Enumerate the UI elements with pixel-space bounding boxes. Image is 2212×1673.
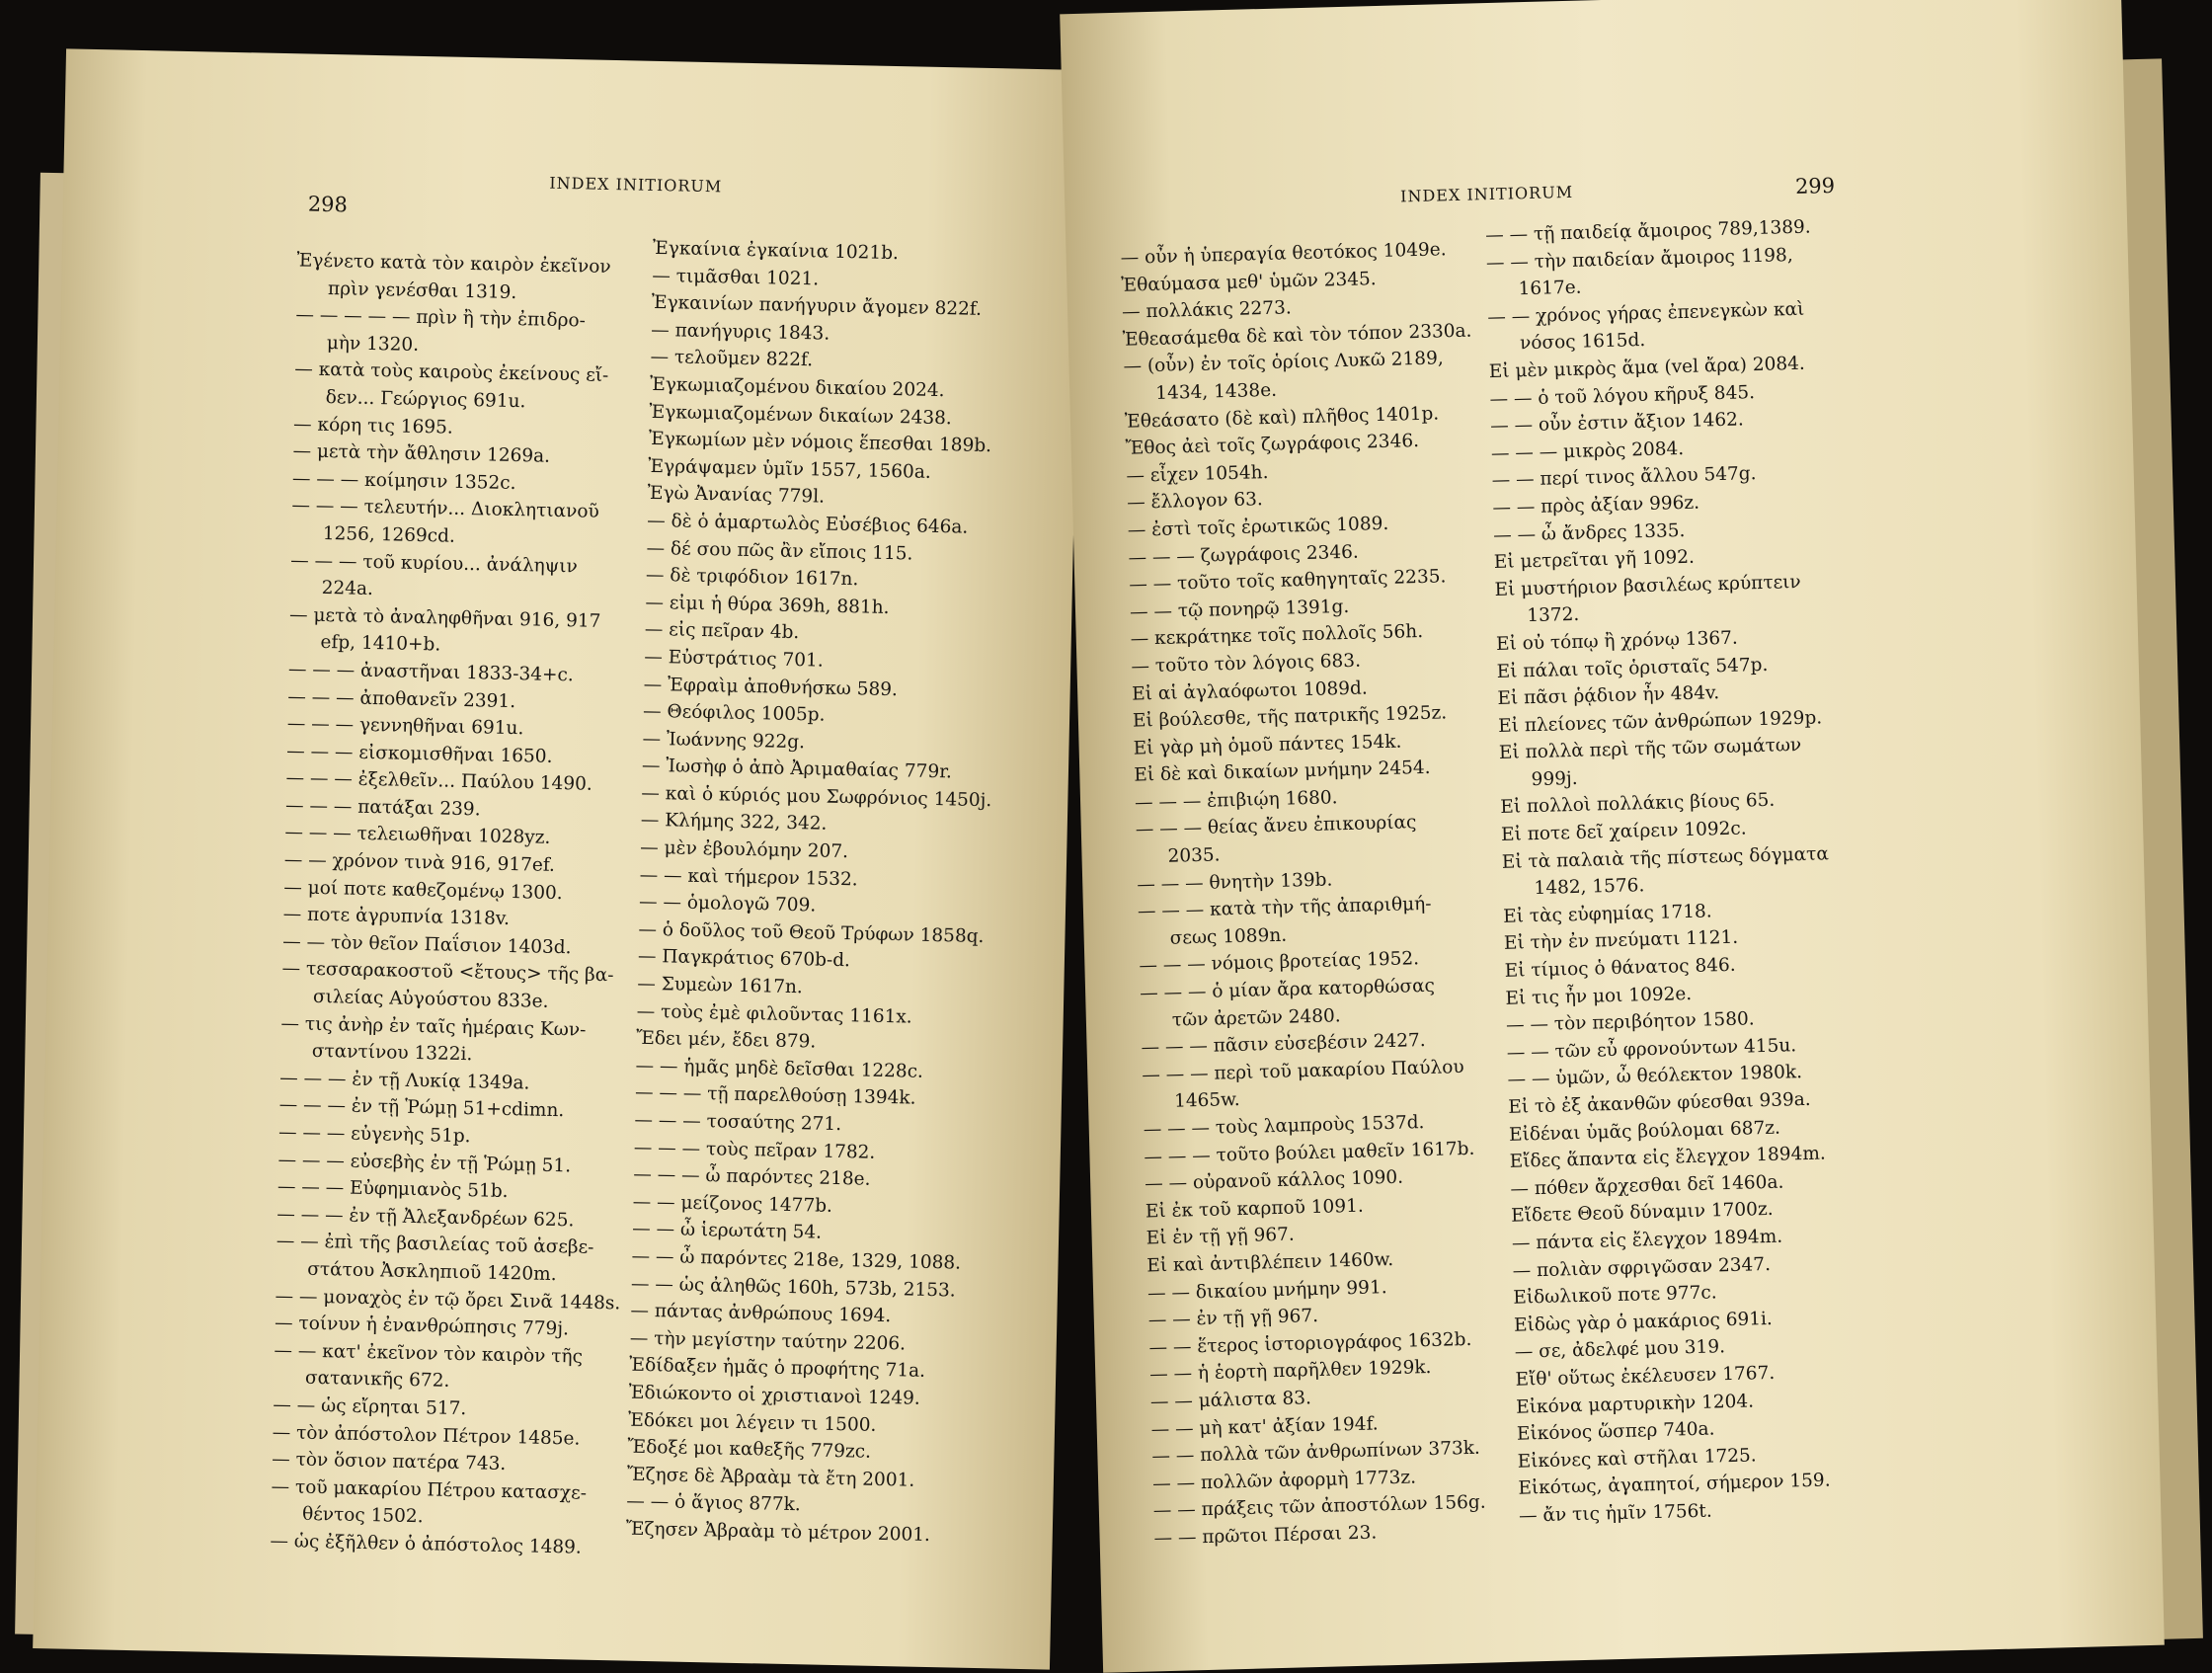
index-entry-line: — — — κοίμησιν 1352c. [291,468,516,494]
index-entry-line: — Θεόφιλος 1005p. [642,700,826,726]
index-entry-line: Εἰ μὲν μικρὸς ἅμα (vel ἄρα) 2084. [1488,353,1806,383]
index-entry-line: Ἐδίδαξεν ἡμᾶς ὁ προφήτης 71a. [629,1354,926,1383]
index-entry-line: — — ὦ παρόντες 218e, 1329, 1088. [631,1245,962,1274]
index-entry-line: — — τῷ πονηρῷ 1391g. [1129,596,1350,623]
index-entry-line: efp, 1410+b. [320,632,441,656]
index-entry-line: — — περί τινος ἄλλου 547g. [1491,463,1757,492]
index-entry-line: — — πρῶτοι Πέρσαι 23. [1153,1522,1378,1550]
index-entry-line: — τοίνυν ἡ ἐνανθρώπησις 779j. [274,1313,570,1340]
index-entry-line: — — — τοσαύτης 271. [634,1109,842,1136]
index-entry-line: — Ἰωσὴφ ὁ ἀπὸ Ἀριμαθαίας 779r. [641,756,953,783]
index-entry-line: Εἰ τις ἦν μοι 1092e. [1505,983,1693,1009]
index-entry-line: Εἰ βούλεσθε, τῆς πατρικῆς 1925z. [1132,702,1448,732]
index-entry-line: — πάντας ἀνθρώπους 1694. [630,1300,892,1327]
index-entry-line: — — — ἐν τῇ Ἀλεξανδρέων 625. [276,1203,575,1232]
index-entry-line: — — — ἐξελθεῖν... Παύλου 1490. [285,767,592,795]
index-entry-line: — — — εὐγενὴς 51p. [277,1122,471,1148]
index-entry-line: — — — θείας ἄνευ ἐπικουρίας [1135,812,1417,841]
index-entry-line: 1372. [1527,604,1580,627]
index-entry-line: Εἰκότως, ἀγαπητοί, σήμερον 159. [1518,1470,1831,1500]
index-entry-line: — Συμεὼν 1617n. [637,973,803,998]
right-column-2 [1485,213,1847,1530]
index-entry-line: σεως 1089n. [1169,924,1288,949]
index-entry-line: Εἰ οὐ τόπῳ ἢ χρόνῳ 1367. [1495,627,1739,655]
right-running-head: INDEX INITIORUM [1399,182,1574,206]
index-entry-line: Εἴδετε Θεοῦ δύναμιν 1700z. [1510,1199,1774,1228]
index-entry-line: — εἰμι ἡ θύρα 369h, 881h. [645,592,890,618]
index-entry-line: σιλείας Αὐγούστου 833e. [312,986,549,1012]
index-entry-line: — — — τοῦ κυρίου... ἀνάληψιν [290,549,578,577]
index-entry-line: — — καὶ τήμερον 1532. [639,864,858,891]
index-entry-line: — — μείζονος 1477b. [632,1191,833,1217]
index-entry-line: — Κλήμης 322, 342. [640,810,828,836]
index-entry-line: — δὲ ὁ ἁμαρτωλὸς Εὐσέβιος 646a. [646,510,969,538]
index-entry-line: Εἴθ' οὕτως ἐκέλευσεν 1767. [1515,1362,1776,1391]
index-entry-line: Ἔδει μέν, ἔδει 879. [635,1027,817,1053]
index-entry-line: Ἔδοξέ μοι καθεξῆς 779zc. [627,1436,872,1463]
index-entry-line: — — τὴν παιδείαν ἄμοιρος 1198, [1485,244,1793,274]
left-page [33,48,1083,1669]
index-entry-line: 999j. [1531,767,1578,790]
index-entry-line: — — ὦ ἄνδρες 1335. [1492,519,1686,546]
index-entry-line: 2035. [1167,844,1221,867]
index-entry-line: — ὡς ἐξῆλθεν ὁ ἀπόστολος 1489. [270,1530,582,1558]
index-entry-line: — — δικαίου μνήμην 991. [1146,1276,1387,1305]
index-entry-line: — — πρὸς ἀξίαν 996z. [1492,492,1700,518]
index-entry-line: Εἰ πολλὰ περὶ τῆς τῶν σωμάτων [1498,735,1802,764]
index-entry-line: τῶν ἀρετῶν 2480. [1171,1004,1341,1031]
index-entry-line: Ἐγκαίνια ἐγκαίνια 1021b. [652,237,900,265]
index-entry-line: — τὴν μεγίστην ταύτην 2206. [629,1327,907,1355]
index-entry-line: — δὲ τριφόδιον 1617n. [645,564,859,591]
index-entry-line: — — κατ' ἐκεῖνον τὸν καιρὸν τῆς [274,1339,584,1368]
index-entry-line: — μετὰ τὸ ἀναληφθῆναι 916, 917 [288,603,601,632]
index-entry-line: — — ἐν τῇ γῇ 967. [1147,1306,1319,1331]
index-entry-line: — κεκράτηκε τοῖς πολλοῖς 56h. [1130,621,1424,651]
index-entry-line: Εἰ τίμιος ὁ θάνατος 846. [1504,954,1736,982]
index-entry-line: — πολλάκις 2273. [1121,297,1292,323]
index-entry-line: Εἰ ποτε δεῖ χαίρειν 1092c. [1500,818,1747,846]
index-entry-line: — — τοῦτο τοῖς καθηγηταῖς 2235. [1129,566,1447,596]
index-entry-line: — — — τοῦτο βούλει μαθεῖν 1617b. [1144,1138,1475,1168]
index-entry-line: — — χρόνον τινὰ 916, 917ef. [283,849,556,876]
index-entry-line: 224a. [321,578,374,600]
index-entry-line: — τις ἀνὴρ ἐν ταῖς ἡμέραις Κων- [280,1012,587,1041]
index-entry-line: — πόθεν ἄρχεσθαι δεῖ 1460a. [1510,1171,1784,1200]
index-entry-line: Ἐθεασάμεθα δὲ καὶ τὸν τόπον 2330a. [1122,320,1472,351]
index-entry-line: μὴν 1320. [326,332,420,356]
index-entry-line: — πάντα εἰς ἔλεγχον 1894m. [1511,1226,1783,1254]
index-entry-line: — — ὡς ἀληθῶς 160h, 573b, 2153. [630,1273,956,1302]
index-entry-line: Ἐγένετο κατὰ τὸν καιρὸν ἐκεῖνον [296,250,611,278]
index-entry-line: — — τὸν περιβόητον 1580. [1505,1008,1755,1037]
index-entry-line: — πολιὰν σφριγῶσαν 2347. [1512,1253,1772,1282]
index-entry-line: — Παγκράτιος 670b-d. [637,946,851,972]
index-entry-line: — — — τοὺς πεῖραν 1782. [633,1137,876,1163]
index-entry-line: — δέ σου πῶς ἂν εἴποις 115. [646,537,913,564]
index-entry-line: Ἐγκωμίων μὲν νόμοις ἕπεσθαι 189b. [648,428,992,457]
index-entry-line: — — — ἐπιβιῴη 1680. [1134,787,1338,814]
index-entry-line: Ἐθαύμασα μεθ' ὑμῶν 2345. [1121,268,1377,296]
index-entry-line: Εἰ δὲ καὶ δικαίων μνήμην 2454. [1134,757,1431,786]
index-entry-line: 1482, 1576. [1534,875,1645,900]
index-entry-line: Εἰ καὶ ἀντιβλέπειν 1460w. [1146,1248,1394,1277]
index-entry-line: Ἐθεάσατο (δὲ καὶ) πλῆθος 1401p. [1124,403,1440,433]
index-entry-line: Εἰ γὰρ μὴ ὁμοῦ πάντες 154k. [1133,731,1402,759]
index-entry-line: — — — πατάξαι 239. [284,795,481,821]
index-entry-line: — — χρόνος γήρας ἐπενεγκὼν καὶ [1487,298,1805,328]
index-entry-line: Εἰ τὰς εὐφημίας 1718. [1502,901,1712,927]
index-entry-line: — — ἕτερος ἱστοριογράφος 1632b. [1148,1328,1472,1359]
left-column-1 [270,247,642,1562]
right-column-1 [1120,236,1503,1553]
index-entry-line: — καὶ ὁ κύριός μου Σωφρόνιος 1450j. [641,782,992,812]
index-entry-line: — — — ἀναστῆναι 1833-34+c. [287,659,574,686]
index-entry-line: Ἔζησε δὲ Ἀβραὰμ τὰ ἔτη 2001. [626,1464,915,1491]
index-entry-line: σταντίνου 1322i. [311,1041,473,1066]
index-entry-line: — — — μικρὸς 2084. [1490,438,1685,464]
index-entry-line: — οὖν ἡ ὑπεραγία θεοτόκος 1049e. [1120,239,1447,269]
index-entry-line: 1256, 1269cd. [322,522,456,547]
index-entry-line: — τοὺς ἐμὲ φιλοῦντας 1161x. [636,1000,912,1028]
index-entry-line: — — ἐπὶ τῆς βασιλείας τοῦ ἀσεβε- [276,1231,594,1259]
index-entry-line: — εἰς πεῖραν 4b. [644,619,800,644]
index-entry-line: — ὁ δοῦλος τοῦ Θεοῦ Τρύφων 1858q. [638,918,985,947]
index-entry-line: — — ὁμολογῶ 709. [638,891,817,916]
index-entry-line: — ποτε ἀγρυπνία 1318v. [282,904,511,930]
index-entry-line: — — οὖν ἐστιν ἄξιον 1462. [1489,409,1745,438]
index-entry-line: — — ἡμᾶς μηδὲ δεῖσθαι 1228c. [635,1055,924,1082]
index-entry-line: θέντος 1502. [301,1504,424,1528]
index-entry-line: Εἰ αἱ ἀγλαόφωτοι 1089d. [1131,677,1368,705]
index-entry-line: — κόρη τις 1695. [292,413,453,438]
index-entry-line: Εἰ μυστήριον βασιλέως κρύπτειν [1494,571,1801,600]
index-entry-line: Εἰ πᾶσι ῥᾴδιον ἦν 484v. [1497,682,1720,710]
index-entry-line: — ἔλλογον 63. [1126,489,1264,515]
index-entry-line: — τὸν ἀπόστολον Πέτρον 1485e. [272,1421,581,1450]
index-entry-line: Εἰ πλείονες τῶν ἀνθρώπων 1929p. [1497,707,1823,737]
index-entry-line: — — μάλιστα 83. [1149,1388,1312,1413]
index-entry-line: — μετὰ τὴν ἄθλησιν 1269a. [292,440,551,467]
index-entry-line: — — — ὁ μίαν ἄρα κατορθώσας [1139,975,1436,1004]
index-entry-line: — τελοῦμεν 822f. [650,347,814,371]
index-entry-line: σατανικῆς 672. [304,1368,450,1393]
index-entry-line: — — — γεννηθῆναι 691u. [286,713,524,740]
index-entry-line: Εἰ τὰ παλαιὰ τῆς πίστεως δόγματα [1501,842,1830,873]
index-entry-line: — — — ἐν τῇ Ῥώμῃ 51+cdimn. [278,1094,565,1122]
index-entry-line: 1434, 1438e. [1155,379,1278,404]
index-entry-line: — εἶχεν 1054h. [1126,461,1269,487]
index-entry-line: — — ὡς εἴρηται 517. [273,1394,467,1420]
index-entry-line: — — — ἀποθανεῖν 2391. [287,685,516,712]
index-entry-line: — ἐστὶ τοῖς ἐρωτικῶς 1089. [1127,513,1389,541]
index-entry-line: — — ὁ ἅγιος 877k. [626,1490,801,1516]
index-entry-line: — τιμᾶσθαι 1021. [652,265,820,289]
index-entry-line: Εἰ τὸ ἐξ ἀκανθῶν φύεσθαι 939a. [1508,1088,1811,1118]
index-entry-line: Εἰ τὴν ἐν πνεύματι 1121. [1503,927,1739,955]
left-column-2 [626,235,1004,1551]
index-entry-line: 1465w. [1173,1089,1240,1113]
index-entry-line: — — — θνητὴν 139b. [1137,869,1333,896]
index-entry-line: — — ὦ ἱερωτάτη 54. [631,1219,823,1244]
index-entry-line: Εἰ ἐν τῇ γῇ 967. [1146,1224,1296,1249]
index-entry-line: 1617e. [1518,277,1582,300]
index-entry-line: — — — κατὰ τὴν τῆς ἀπαριθμή- [1137,894,1432,922]
index-entry-line: Εἰ ἐκ τοῦ καρποῦ 1091. [1145,1195,1364,1223]
index-entry-line: — τοῦ μακαρίου Πέτρου κατασχε- [271,1475,588,1504]
index-entry-line: — — ὁ τοῦ λόγου κῆρυξ 845. [1489,381,1756,410]
index-entry-line: — σε, ἀδελφέ μου 319. [1514,1336,1726,1364]
index-entry-line: — — — — — πρὶν ἢ τὴν ἐπιδρο- [295,304,587,332]
index-entry-line: Ἐγὼ Ἀνανίας 779l. [647,483,826,508]
index-entry-line: — — — πᾶσιν εὐσεβέσιν 2427. [1141,1030,1426,1059]
index-entry-line: Εἰ πάλαι τοῖς ὁρισταῖς 547p. [1496,654,1769,682]
index-entry-line: — μὲν ἐβουλόμην 207. [640,836,849,863]
index-entry-line: Ἐγράψαμεν ὑμῖν 1557, 1560a. [648,455,931,483]
index-entry-line: — — τῶν εὖ φρονούντων 415u. [1506,1035,1797,1064]
index-entry-line: Εἰδέναι ὑμᾶς βούλομαι 687z. [1508,1117,1781,1146]
index-entry-line: στάτου Ἀσκληπιοῦ 1420m. [307,1258,557,1286]
index-entry-line: δεν... Γεώργιος 691u. [325,386,526,413]
index-entry-line: — (οὖν) ἐν τοῖς ὁρίοις Λυκῶ 2189, [1123,348,1444,378]
left-running-head: INDEX INITIORUM [549,173,723,197]
index-entry-line: Εἰδωλικοῦ ποτε 977c. [1513,1282,1717,1309]
index-entry-line: Εἰ μετρεῖται γῆ 1092. [1493,546,1696,574]
index-entry-line: Εἰ πολλοὶ πολλάκις βίους 65. [1500,790,1776,819]
index-entry-line: Εἰκόνος ὥσπερ 740a. [1516,1418,1715,1445]
index-entry-line: Εἰκόνα μαρτυρικὴν 1204. [1515,1390,1755,1418]
index-entry-line: — — — εὐσεβὴς ἐν τῇ Ῥώμῃ 51. [277,1149,572,1176]
index-entry-line: — — — ὦ παρόντες 218e. [633,1163,871,1190]
index-entry-line: — — — ζωγράφοις 2346. [1128,541,1360,569]
index-entry-line: — — — ἐν τῇ Λυκίᾳ 1349a. [279,1067,530,1094]
left-page-number: 298 [307,192,349,217]
index-entry-line: Ἐγκαινίων πανήγυριν ἄγομεν 822f. [651,292,983,321]
index-entry-line: — — — εἰσκομισθῆναι 1650. [286,740,553,767]
index-entry-line: — — — τοὺς λαμπροὺς 1537d. [1143,1112,1425,1141]
index-entry-line: — — τῇ παιδείᾳ ἄμοιρος 789,1389. [1484,216,1811,247]
index-entry-line: πρὶν γενέσθαι 1319. [327,278,517,303]
index-entry-line: — ἄν τις ἡμῖν 1756t. [1518,1500,1712,1527]
index-entry-line: Εἴδες ἅπαντα εἰς ἔλεγχον 1894m. [1509,1143,1827,1173]
index-entry-line: — — — τελειωθῆναι 1028yz. [284,822,551,849]
index-entry-line: Ἐγκωμιαζομένων δικαίων 2438. [649,401,953,429]
index-entry-line: — — πολλῶν ἀφορμὴ 1773z. [1151,1467,1417,1495]
index-entry-line: — μοί ποτε καθεζομένῳ 1300. [283,876,563,904]
index-entry-line: — Ἰωάννης 922g. [642,728,806,753]
index-entry-line: — κατὰ τοὺς καιροὺς ἐκείνους εἴ- [294,358,609,387]
index-entry-line: Ἔζησεν Ἀβραὰμ τὸ μέτρον 2001. [625,1518,931,1546]
index-entry-line: — — τὸν θεῖον Παΐσιον 1403d. [281,931,572,959]
index-entry-line: — — οὐρανοῦ κάλλος 1090. [1144,1166,1404,1195]
index-entry-line: — — — τῇ παρελθούσῃ 1394k. [634,1082,916,1110]
index-entry-line: Ἔθος ἀεὶ τοῖς ζωγράφοις 2346. [1125,431,1420,459]
index-entry-line: Ἐδιώκοντο οἱ χριστιανοὶ 1249. [628,1382,921,1409]
index-entry-line: — — ἡ ἑορτὴ παρῆλθεν 1929k. [1149,1357,1432,1386]
index-entry-line: — — — περὶ τοῦ μακαρίου Παύλου [1142,1056,1464,1086]
index-entry-line: — Εὐστράτιος 701. [644,646,824,672]
index-entry-line: — τεσσαρακοστοῦ <ἔτους> τῆς βα- [281,958,614,987]
index-entry-line: — πανήγυρις 1843. [651,319,830,345]
index-entry-line: — τοῦτο τὸν λόγοις 683. [1131,650,1362,677]
index-entry-line: — — — Εὐφημιανὸς 51b. [276,1176,509,1203]
index-entry-line: — — πολλὰ τῶν ἀνθρωπίνων 373k. [1151,1437,1481,1468]
index-entry-line: — — ὑμῶν, ὦ θεόλεκτον 1980k. [1507,1062,1803,1091]
right-page [1060,0,2165,1673]
index-entry-line: — — μοναχὸς ἐν τῷ ὄρει Σινᾶ 1448s. [275,1285,621,1314]
right-page-number: 299 [1794,173,1836,199]
index-entry-line: — τὸν ὅσιον πατέρα 743. [271,1449,507,1475]
index-entry-line: — — — τελευτήν... Διοκλητιανοῦ [291,495,599,523]
index-entry-line: Εἰδὼς γὰρ ὁ μακάριος 691i. [1513,1308,1774,1336]
index-entry-line: Ἐγκωμιαζομένου δικαίου 2024. [649,373,945,402]
index-entry-line: Εἰκόνες καὶ στῆλαι 1725. [1517,1445,1757,1473]
index-entry-line: — — — νόμοις βροτείας 1952. [1139,948,1420,978]
index-entry-line: Ἐδόκει μοι λέγειν τι 1500. [627,1409,877,1436]
index-entry-line: — — μὴ κατ' ἀξίαν 194f. [1150,1412,1379,1440]
index-entry-line: — Ἐφραὶμ ἀποθνήσκω 589. [643,674,899,700]
index-entry-line: — — πράξεις τῶν ἀποστόλων 156g. [1152,1491,1486,1522]
index-entry-line: νόσος 1615d. [1519,330,1646,355]
